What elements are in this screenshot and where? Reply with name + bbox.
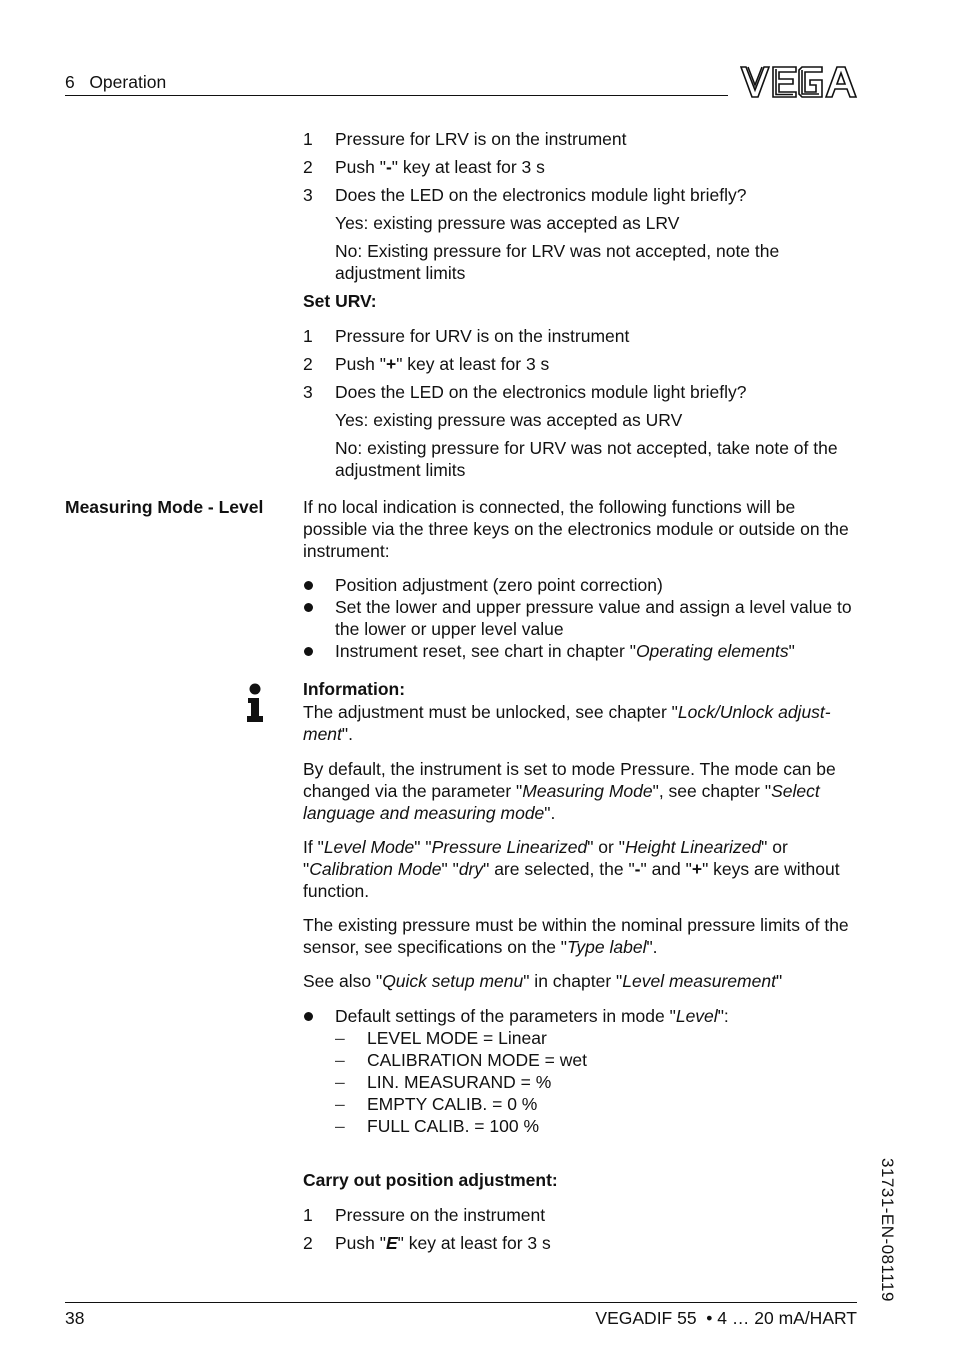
default-mode-paragraph: By default, the instrument is set to mode Pressure. The mode can be changed via the parameter "Measuring Mode", see chapter "Select language and measuring mode".: [303, 759, 836, 823]
list-item: Set the lower and upper pressure value and assign a level value to the lower or upper level value: [335, 597, 852, 639]
product-name: VEGADIF 55 • 4 … 20 mA/HART: [595, 1308, 857, 1328]
urv-steps: [303, 325, 863, 481]
list-item: – EMPTY CALIB. = 0 %: [335, 1094, 538, 1114]
information-text: The adjustment must be unlocked, see chapter "Lock/Unlock adjust- ment".: [303, 702, 831, 744]
set-urv-heading: Set URV:: [303, 291, 377, 311]
information-icon: [244, 683, 266, 723]
default-settings-list: [303, 1005, 863, 1137]
lrv-no-text: No: Existing pressure for LRV was not accepted, note the adjustment limits: [335, 241, 780, 283]
list-item: 2 Push "E" key at least for 3 s: [303, 1233, 551, 1253]
list-item: 3 Does the LED on the electronics module light briefly?: [303, 185, 747, 205]
list-item: 1 Pressure for URV is on the instrument: [303, 326, 630, 346]
list-item: – CALIBRATION MODE = wet: [335, 1050, 587, 1070]
vega-logo: [740, 66, 858, 103]
measuring-mode-label: Measuring Mode - Level: [65, 497, 264, 517]
document-code: 31731-EN-081119: [878, 1158, 897, 1302]
list-item: 3 Does the LED on the electronics module light briefly?: [303, 382, 747, 402]
list-item: 2 Push "-" key at least for 3 s: [303, 157, 545, 177]
function-bullets: [303, 574, 863, 662]
chapter-header: 6 Operation: [65, 72, 167, 92]
list-item: 1 Pressure for LRV is on the instrument: [303, 129, 627, 149]
list-item: – LIN. MEASURAND = %: [335, 1072, 552, 1092]
lrv-steps: [303, 128, 863, 284]
mode-condition-paragraph: If "Level Mode" "Pressure Linearized" or "Height Linearized" or "Calibration Mode" "dry" are selected, the "-" and "+" keys are without function.: [303, 837, 840, 901]
footer-rule: [65, 1302, 857, 1303]
list-item: – LEVEL MODE = Linear: [335, 1028, 547, 1048]
urv-yes-text: Yes: existing pressure was accepted as URV: [335, 410, 683, 430]
see-also-paragraph: See also "Quick setup menu" in chapter "Level measurement": [303, 971, 783, 991]
list-item: – FULL CALIB. = 100 %: [335, 1116, 540, 1136]
page-number: 38: [65, 1308, 85, 1328]
information-block: [303, 678, 863, 745]
list-item: Position adjustment (zero point correction): [335, 575, 663, 595]
urv-no-text: No: existing pressure for URV was not accepted, take note of the adjustment limits: [335, 438, 838, 480]
pressure-limits-paragraph: The existing pressure must be within the nominal pressure limits of the sensor, see specifications on the "Type label".: [303, 915, 849, 957]
carry-out-steps: [303, 1204, 863, 1254]
information-title: Information:: [303, 679, 406, 699]
list-item: Instrument reset, see chart in chapter "Operating elements": [335, 641, 795, 661]
list-item: Default settings of the parameters in mode "Level":: [335, 1006, 729, 1026]
header-rule: [65, 95, 728, 96]
carry-out-heading: Carry out position adjustment:: [303, 1170, 558, 1190]
lrv-yes-text: Yes: existing pressure was accepted as LRV: [335, 213, 680, 233]
measuring-mode-intro: If no local indication is connected, the following functions will be possible via the three keys on the electronics module or outside on the instrument:: [303, 497, 849, 561]
list-item: 2 Push "+" key at least for 3 s: [303, 354, 550, 374]
list-item: 1 Pressure on the instrument: [303, 1205, 546, 1225]
